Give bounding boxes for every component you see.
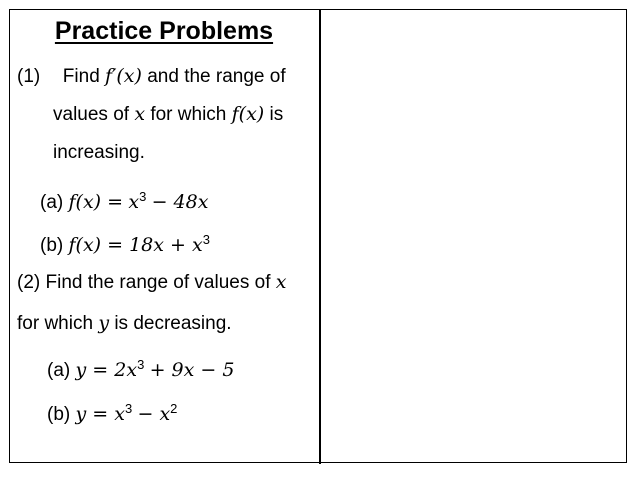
problem2-part-b-mid: − x: [137, 403, 171, 425]
problem2-line2: [17, 309, 232, 338]
problem2-line1: [17, 268, 286, 297]
page-title: Practice Problems: [54, 17, 274, 45]
problem2-decreasing-text: is decreasing.: [114, 313, 232, 334]
problem1-part-b-label: (b): [40, 235, 64, 256]
problem1-increasing-text: increasing.: [53, 142, 145, 163]
problem2-for-which-text: for which: [17, 313, 94, 334]
problem2-part-a-exp: 3: [137, 357, 145, 372]
problem2-prefix: (2) Find the range of values of: [17, 272, 271, 293]
problem2-part-b-exp1: 3: [124, 401, 133, 416]
problem2-var-y: y: [98, 312, 110, 334]
problem1-line2: [53, 100, 283, 129]
problem2-part-a: [47, 351, 234, 385]
right-panel-blank: [321, 10, 626, 462]
problem1-part-a: [40, 183, 208, 217]
problem2-part-b-exp2: 2: [170, 401, 178, 416]
problem1-var-x: x: [134, 103, 146, 125]
problem1-part-b-exp: 3: [202, 232, 210, 247]
problem1-is-text: is: [269, 104, 284, 125]
problem2-part-b: [47, 395, 177, 429]
problem2-part-b-lhs: y = x: [75, 403, 125, 425]
problem1-fx: f(x): [231, 103, 265, 125]
problem2-part-a-lhs: y = 2x: [75, 359, 138, 381]
problem1-part-a-rest: − 48x: [151, 191, 209, 213]
problem1-number: (1): [17, 66, 41, 87]
problem1-range-text: and the range of: [147, 66, 286, 87]
problem1-for-which-text: for which: [150, 104, 227, 125]
problem1-fprime: f′(x): [105, 65, 142, 87]
problem1-line1: [17, 62, 286, 91]
problem1-line3: [53, 139, 145, 167]
problem2-part-a-rest: + 9x − 5: [149, 359, 235, 381]
problem2-part-b-label: (b): [47, 404, 71, 425]
problem1-values-of-text: values of: [53, 104, 130, 125]
problem1-find-text: Find: [62, 66, 100, 87]
problem1-part-b: [40, 226, 210, 260]
problem1-part-b-lhs: f(x) = 18x + x: [68, 234, 203, 256]
problem2-part-a-label: (a): [47, 360, 71, 381]
problem1-part-a-exp: 3: [139, 189, 147, 204]
problem1-part-a-x: x: [128, 191, 140, 213]
problem1-part-a-lhs: f(x) =: [68, 191, 124, 213]
problem1-part-a-label: (a): [40, 192, 64, 213]
problem2-var-x: x: [275, 271, 287, 293]
